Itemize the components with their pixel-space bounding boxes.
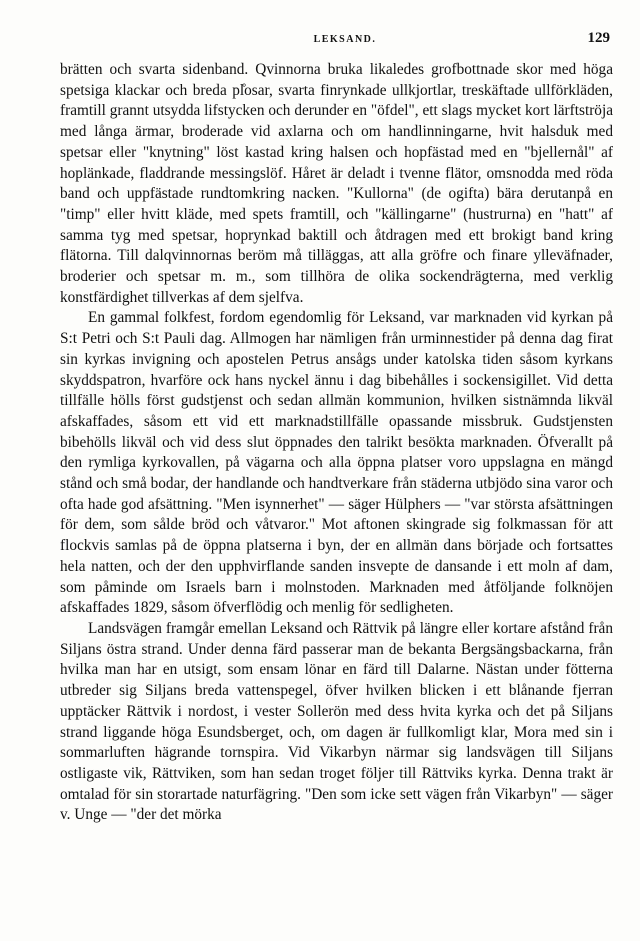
page-number: 129: [587, 30, 610, 46]
paragraph-marknaden: En gammal folkfest, fordom egendomlig för Leksand, var marknaden vid kyrkan på S:t Petri och S:t Pauli dag. Allmogen har nämligen från urminnestider på denna dag firat sin kyrkas invigning och apostelen Petrus ansågs under katolska tiden såsom kyrkans skyddspatron, hvarföre ock hans nyckel ännu i dag bibehålles i sockensigillet. Vid detta tillfälle hölls först gudstjenst och sedan allmän kommunion, hvilken sistnämnda likväl afskaffades, såsom ett vid ett marknadstillfälle opassande missbruk. Gudstjensten bibehölls likväl och vid dess slut öppnades den talrikt besökta marknaden. Öfverallt på den rymliga kyrkovallen, på vägarna och alla öppna platser voro uppslagna en mängd stånd och små bodar, der handlande och handtverkare från städerna utbjödo sina varor och ofta hade god afsättning. "Men isynnerhet" — säger Hülphers — "var största afsättningen för dem, som sålde bröd och våtvaror." Mot aftonen skingrade sig folkmassan för att flockvis samlas på de öppna platserna i byn, der en allmän dans började och fortsattes hela natten, och der den upphvirflande sanden insvepte de dansande i ett moln af dam, som påminde om Israels barn i molnstoden. Marknaden med åtföljande folknöjen afskaffades 1829, såsom öfverflödig och menlig för sedligheten.: [60, 309, 613, 617]
paragraph-continued: brätten och svarta sidenband. Qvinnorna bruka likaledes grofbottnade skor med höga spetsiga klackar och breda pl̊osar, svarta finrynkade ullkjortlar, treskäftade ullförkläden, framtill grannt utsydda lifstycken och derunder en "öfdel", ett slags mycket kort lärftströja med långa ärmar, broderade vid axlarna och om handlinningarne, hvit halsduk med spetsar eller "knytning" löst kastad kring halsen och hopfästad med en "bjellernål" af hoplänkade, fladdrande messingslöf. Håret är deladt i tvenne flätor, omsnodda med röda band och uppfästade rundtomkring nacken. "Kullorna" (de ogifta) bära derutanpå en "timp" eller hvitt kläde, med spets framtill, och "källingarne" (hustrurna) en "hatt" af samma tyg med spetsar, hoprynkad baktill och åtdragen med ett brokigt band kring flätorna. Till dalqvinnornas beröm må tilläggas, att alla gröfre och finare ylleväfnader, broderier och spetsar m. m., som tillhöra de olika sockendrägterna, med verklig konstfärdighet tillverkas af dem sjelfva.: [60, 61, 613, 306]
body-text: [60, 60, 613, 826]
running-title: LEKSAND.: [313, 34, 377, 45]
running-header: [80, 30, 610, 50]
paragraph-landsvagen: Landsvägen framgår emellan Leksand och Rättvik på längre eller kortare afstånd från Siljans östra strand. Under denna färd passerar man de bekanta Bergsängsbackarna, från hvilka man har en utsigt, som ensam lönar en färd till Dalarne. Nästan under fötterna utbreder sig Siljans breda vattenspegel, öfver hvilken blicken i ett blånande fjerran upptäcker Rättvik i nordost, i vester Sollerön med dess hvita kyrka och det på Siljans strand liggande höga Esundsberget, och, om dagen är fullkomligt klar, Mora med sin i sommarluften hägrande tornspira. Vid Vikarbyn närmar sig landsvägen till Siljans ostligaste vik, Rättviken, som han sedan troget följer till Rättviks kyrka. Denna trakt är omtalad för sin storartade naturfägring. "Den som icke sett vägen från Vikarbyn" — säger v. Unge — "der det mörka: [60, 619, 613, 824]
